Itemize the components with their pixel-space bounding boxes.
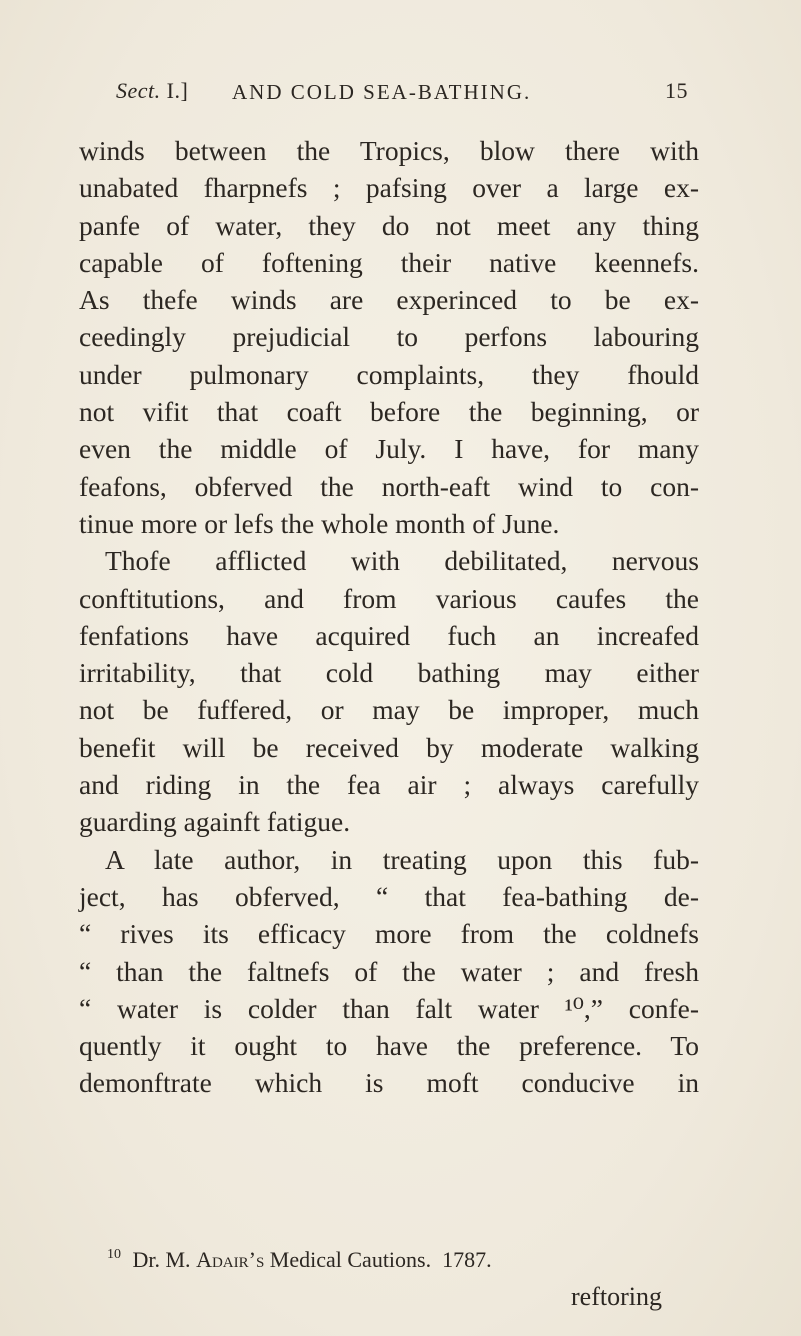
- footnote-author: Adair’s: [196, 1247, 265, 1272]
- text-line: capable of foftening their native keennefs.: [79, 246, 699, 278]
- text-line: “ than the faltnefs of the water ; and fresh: [79, 955, 699, 987]
- text-line: demonftrate which is moft conducive in: [79, 1067, 699, 1099]
- text-line: “ rives its efficacy more from the coldnefs: [79, 918, 699, 950]
- text-line: even the middle of July. I have, for many: [79, 433, 699, 465]
- text-line: ceedingly prejudicial to perfons labouring: [79, 321, 699, 353]
- footnote: [107, 1247, 492, 1273]
- text-line: not be fuffered, or may be improper, much: [79, 694, 699, 726]
- text-line: “ water is colder than falt water ¹⁰,” confe-: [79, 992, 699, 1024]
- text-line: conftitutions, and from various caufes the: [79, 582, 699, 614]
- catchword: reftoring: [571, 1282, 662, 1311]
- text-line: irritability, that cold bathing may either: [79, 657, 699, 689]
- running-title: AND COLD SEA-BATHING.: [232, 80, 532, 104]
- text-line: Thofe afflicted with debilitated, nervous: [105, 545, 699, 577]
- text-line: benefit will be received by moderate walking: [79, 731, 699, 763]
- text-line: ject, has obferved, “ that fea-bathing de-: [79, 880, 699, 912]
- page-number: 15: [665, 78, 688, 103]
- text-line: under pulmonary complaints, they fhould: [79, 358, 699, 390]
- text-line: fenfations have acquired fuch an increafed: [79, 619, 699, 651]
- text-line: unabated fharpnefs ; pafsing over a large ex-: [79, 172, 699, 204]
- text-line: guarding againft fatigue.: [79, 806, 351, 838]
- text-line: winds between the Tropics, blow there with: [79, 135, 699, 166]
- text-line: panfe of water, they do not meet any thing: [79, 209, 699, 241]
- running-head: [116, 78, 688, 108]
- text-line: A late author, in treating upon this fub-: [105, 843, 699, 875]
- section-label: Sect. I.]: [116, 78, 189, 103]
- text-line: As thefe winds are experinced to be ex-: [79, 284, 699, 316]
- body-text: [79, 132, 699, 1102]
- footnote-mark: 10: [107, 1247, 121, 1262]
- text-line: not vifit that coaft before the beginning, or: [79, 396, 699, 428]
- text-line: tinue more or lefs the whole month of June.: [79, 507, 560, 539]
- footnote-year: 1787.: [442, 1247, 492, 1272]
- text-line: feafons, obferved the north-eaft wind to con-: [79, 470, 699, 502]
- footnote-prefix: Dr. M.: [132, 1247, 191, 1272]
- text-line: and riding in the fea air ; always carefully: [79, 769, 699, 801]
- footnote-title: Medical Cautions.: [269, 1247, 432, 1272]
- text-line: quently it ought to have the preference. To: [79, 1030, 699, 1062]
